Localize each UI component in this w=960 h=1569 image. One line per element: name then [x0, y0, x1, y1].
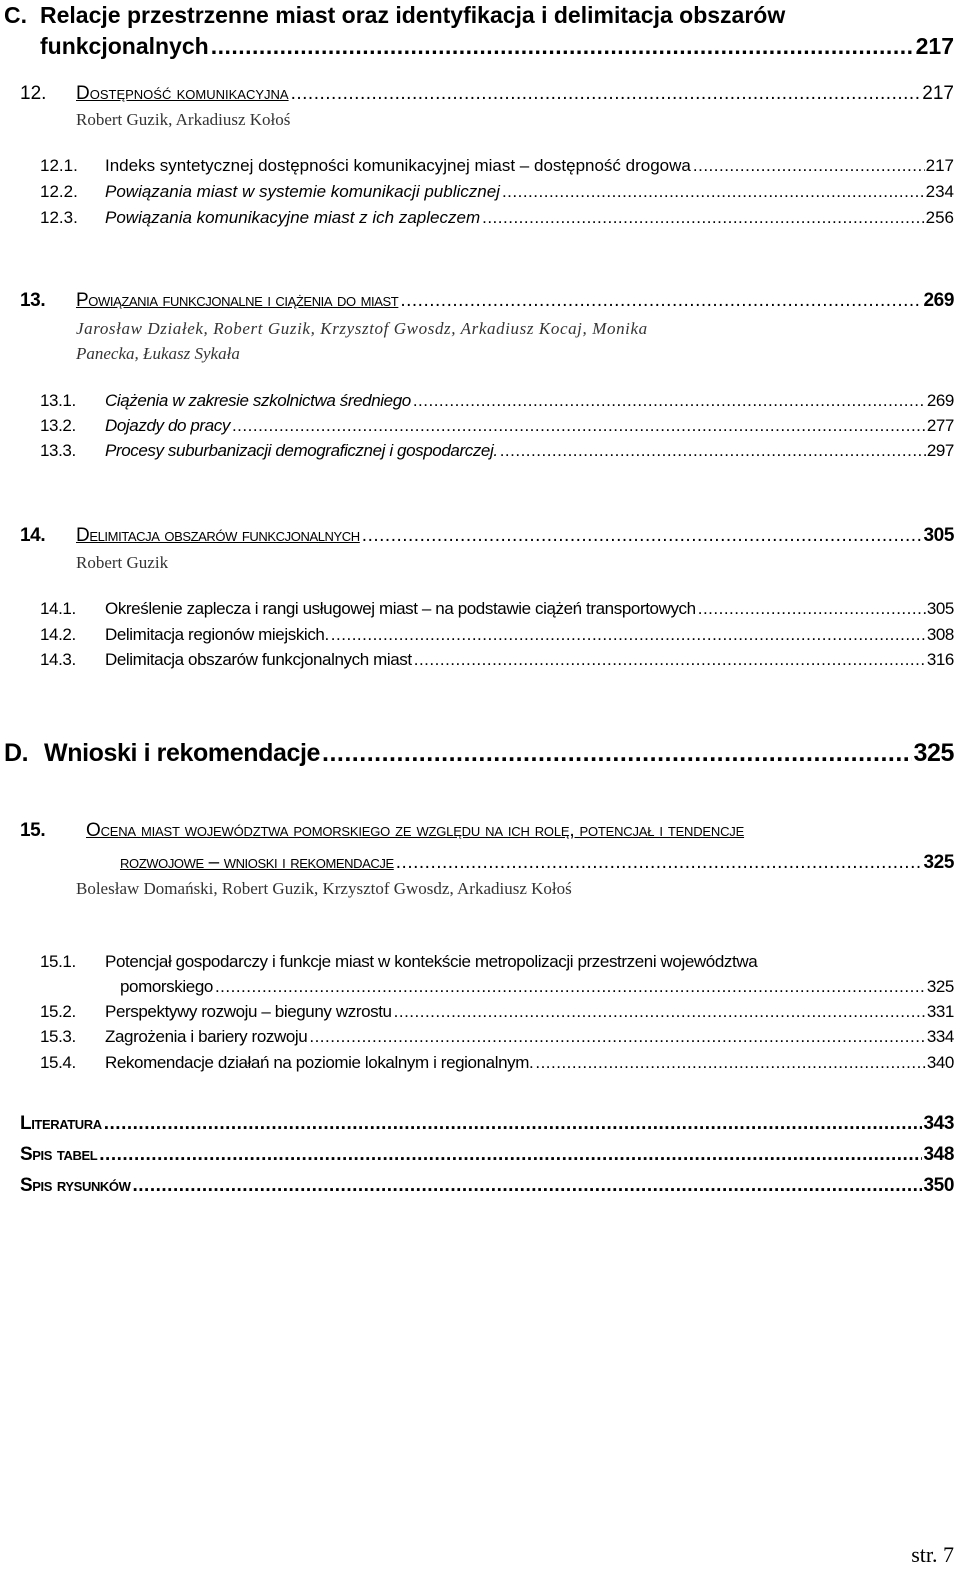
dot-leader — [396, 852, 923, 874]
part-title-cont: funkcjonalnych — [40, 33, 209, 59]
chapter-authors: Robert Guzik — [76, 553, 169, 572]
toc-section-12-1[interactable] — [40, 156, 954, 176]
page-footer-number: str. 7 — [911, 1542, 954, 1567]
toc-section-15-4[interactable] — [40, 1053, 954, 1073]
dot-leader — [482, 208, 925, 228]
section-title: Dojazdy do pracy — [105, 416, 230, 435]
dot-leader — [502, 182, 925, 202]
section-number: 12.2. — [40, 182, 78, 201]
page-number: 305 — [923, 525, 954, 546]
page-number: 325 — [923, 852, 954, 873]
dot-leader — [535, 1053, 925, 1073]
toc-section-14-3[interactable] — [40, 650, 954, 670]
dot-leader — [291, 83, 922, 105]
page-number: 269 — [923, 290, 954, 311]
toc-section-14-2[interactable] — [40, 625, 954, 645]
section-title: Ciążenia w zakresie szkolnictwa średniego — [105, 391, 411, 410]
page-number: 340 — [926, 1053, 954, 1072]
chapter-authors-cont: Panecka, Łukasz Sykała — [76, 344, 240, 363]
toc-section-13-2[interactable] — [40, 416, 954, 436]
section-number: 14.1. — [40, 599, 76, 618]
part-c-heading[interactable] — [4, 2, 785, 29]
part-title: Wnioski i rekomendacje — [44, 739, 321, 767]
page-number: 297 — [926, 441, 954, 460]
chapter-authors: Jarosław Działek, Robert Guzik, Krzysztof Gwosdz, Arkadiusz Kocaj, Monika — [76, 319, 648, 338]
toc-section-13-1[interactable] — [40, 391, 954, 411]
toc-section-12-2[interactable] — [40, 182, 954, 202]
section-number: 13.3. — [40, 441, 76, 460]
dot-leader — [309, 1027, 925, 1047]
chapter-number: 15. — [20, 820, 46, 841]
toc-section-13-3[interactable] — [40, 441, 954, 461]
chapter-authors: Robert Guzik, Arkadiusz Kołoś — [76, 110, 291, 129]
toc-section-15-2[interactable] — [40, 1002, 954, 1022]
page-number: 331 — [926, 1002, 954, 1021]
dot-leader — [693, 156, 925, 176]
chapter-number: 12. — [20, 83, 47, 104]
page-number: 316 — [926, 650, 954, 669]
toc-section-15-1-cont[interactable] — [120, 977, 954, 997]
dot-leader — [211, 33, 915, 60]
page-number: 217 — [925, 156, 954, 175]
part-number: D. — [4, 739, 29, 767]
chapter-title: Dostępność komunikacyjna — [76, 83, 289, 104]
part-c-heading-cont[interactable] — [40, 33, 954, 60]
chapter-title-cont: rozwojowe – wnioski i rekomendacje — [120, 852, 394, 873]
dot-leader — [232, 416, 926, 436]
page-number: 217 — [922, 83, 954, 104]
dot-leader — [414, 650, 926, 670]
section-number: 14.3. — [40, 650, 76, 669]
toc-spis-rysunkow[interactable] — [20, 1175, 954, 1197]
dot-leader — [322, 739, 912, 768]
chapter-title: Powiązania funkcjonalne i ciążenia do miast — [76, 290, 399, 311]
page-number: 350 — [923, 1175, 954, 1196]
section-title: Procesy suburbanizacji demograficznej i gospodarczej. — [105, 441, 498, 460]
back-matter-title: Spis rysunków — [20, 1175, 131, 1196]
page-number: 269 — [926, 391, 954, 410]
section-title: Zagrożenia i bariery rozwoju — [105, 1027, 308, 1046]
back-matter-title: Literatura — [20, 1113, 102, 1134]
section-title: Powiązania miast w systemie komunikacji publicznej — [105, 182, 500, 201]
toc-section-14-1[interactable] — [40, 599, 954, 619]
dot-leader — [394, 1002, 926, 1022]
dot-leader — [400, 290, 922, 312]
dot-leader — [99, 1144, 922, 1166]
back-matter-title: Spis tabel — [20, 1144, 98, 1165]
section-title-cont: pomorskiego — [120, 977, 213, 996]
page-number: 305 — [926, 599, 954, 618]
chapter-13-entry[interactable] — [20, 290, 954, 312]
page-number: 308 — [926, 625, 954, 644]
chapter-title: Ocena miast województwa pomorskiego ze względu na ich rolę, potencjał i tendencje — [86, 820, 745, 841]
dot-leader — [413, 391, 926, 411]
section-title: Delimitacja obszarów funkcjonalnych miast — [105, 650, 412, 669]
section-title: Delimitacja regionów miejskich. — [105, 625, 329, 644]
chapter-15-entry-cont[interactable] — [120, 852, 954, 874]
chapter-14-entry[interactable] — [20, 525, 954, 547]
dot-leader — [698, 599, 926, 619]
section-title: Potencjał gospodarczy i funkcje miast w kontekście metropolizacji przestrzeni województwa — [105, 952, 758, 971]
page-number: 217 — [915, 33, 954, 59]
section-number: 15.2. — [40, 1002, 76, 1021]
chapter-12-entry[interactable] — [20, 83, 954, 105]
toc-section-12-3[interactable] — [40, 208, 954, 228]
dot-leader — [331, 625, 926, 645]
section-number: 12.1. — [40, 156, 78, 175]
chapter-title: Delimitacja obszarów funkcjonalnych — [76, 525, 360, 546]
toc-section-15-3[interactable] — [40, 1027, 954, 1047]
toc-section-15-1[interactable] — [40, 952, 757, 972]
page-number: 325 — [913, 739, 954, 767]
section-title: Określenie zaplecza i rangi usługowej miast – na podstawie ciążeń transportowych — [105, 599, 696, 618]
dot-leader — [500, 441, 926, 461]
section-number: 15.1. — [40, 952, 76, 971]
chapter-number: 13. — [20, 290, 46, 311]
section-number: 13.2. — [40, 416, 76, 435]
toc-literatura[interactable] — [20, 1113, 954, 1135]
page-number: 334 — [926, 1027, 954, 1046]
section-title: Powiązania komunikacyjne miast z ich zapleczem — [105, 208, 481, 227]
dot-leader — [215, 977, 926, 997]
dot-leader — [362, 525, 923, 547]
page-number: 256 — [925, 208, 954, 227]
page-number: 234 — [925, 182, 954, 201]
section-number: 13.1. — [40, 391, 76, 410]
chapter-15-entry[interactable] — [20, 820, 744, 842]
dot-leader — [104, 1113, 923, 1135]
section-title: Indeks syntetycznej dostępności komunikacyjnej miast – dostępność drogowa — [105, 156, 691, 175]
page-number: 343 — [923, 1113, 954, 1134]
section-number: 15.3. — [40, 1027, 76, 1046]
section-title: Rekomendacje działań na poziomie lokalnym i regionalnym. — [105, 1053, 534, 1072]
toc-spis-tabel[interactable] — [20, 1144, 954, 1166]
section-number: 14.2. — [40, 625, 76, 644]
part-number: C. — [4, 2, 27, 28]
part-d-heading[interactable] — [4, 739, 954, 768]
page-number: 277 — [926, 416, 954, 435]
dot-leader — [133, 1175, 923, 1197]
chapter-number: 14. — [20, 525, 46, 546]
section-number: 15.4. — [40, 1053, 76, 1072]
part-title: Relacje przestrzenne miast oraz identyfikacja i delimitacja obszarów — [40, 2, 786, 28]
page-number: 325 — [926, 977, 954, 996]
page-number: 348 — [923, 1144, 954, 1165]
chapter-authors: Bolesław Domański, Robert Guzik, Krzysztof Gwosdz, Arkadiusz Kołoś — [76, 879, 572, 898]
section-title: Perspektywy rozwoju – bieguny wzrostu — [105, 1002, 392, 1021]
section-number: 12.3. — [40, 208, 78, 227]
